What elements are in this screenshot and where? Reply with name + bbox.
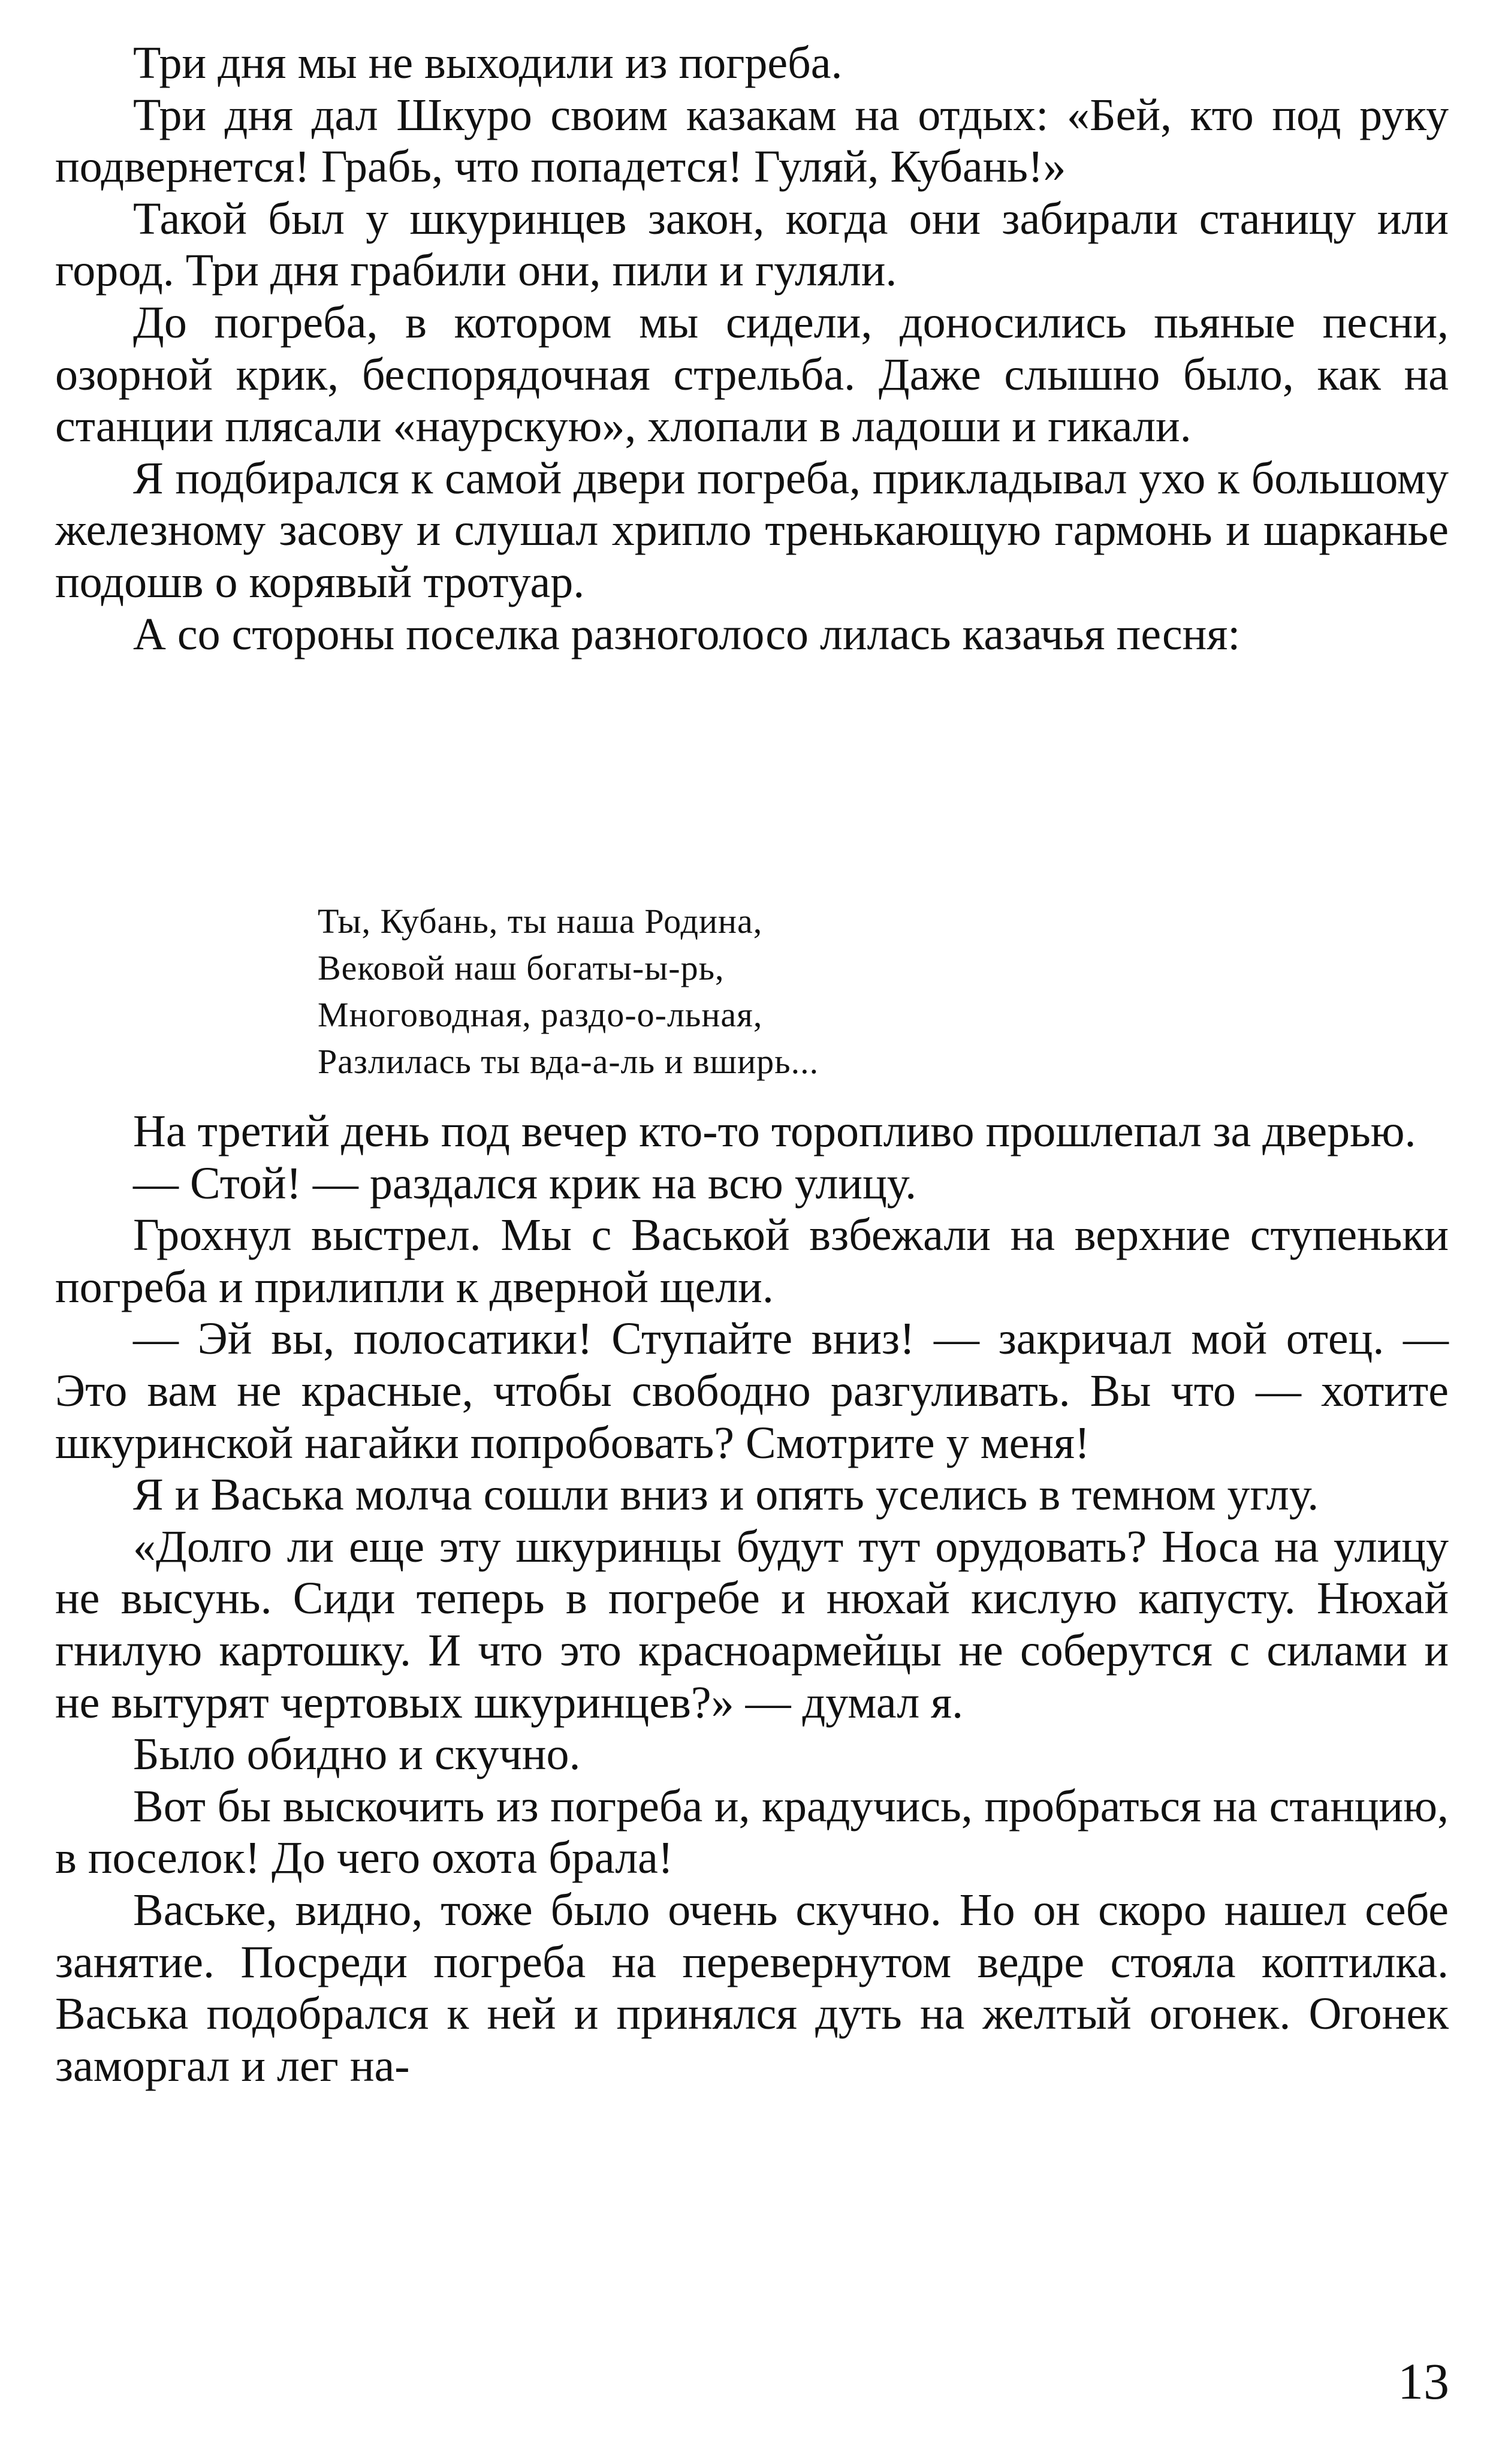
paragraph: — Эй вы, полосатики! Ступайте вниз! — закричал мой отец. — Это вам не красные, чтобы свободно разгуливать. Вы что — хотите шкуринской нагайки попробовать? Смотрите у меня! bbox=[55, 1314, 1449, 1468]
text-block-bottom bbox=[55, 1106, 1449, 2092]
paragraph: Ваське, видно, тоже было очень скучно. Но он скоро нашел себе занятие. Посреди погреба на перевернутом ведре стояла коптилка. Васька подобрался к ней и принялся дуть на желтый огонек. Огонек заморгал и лег на- bbox=[55, 1884, 1449, 2091]
verse-line: Ты, Кубань, ты наша Родина, bbox=[318, 902, 763, 941]
verse-line: Многоводная, раздо-о-льная, bbox=[318, 995, 763, 1034]
paragraph: — Стой! — раздался крик на всю улицу. bbox=[133, 1158, 917, 1209]
paragraph: «Долго ли еще эту шкуринцы будут тут орудовать? Носа на улицу не высунь. Сиди теперь в погребе и нюхай кислую капусту. Нюхай гнилую картошку. И что это красноармейцы не соберутся с силами и не вытурят чертовых шкуринцев?» — думал я. bbox=[55, 1521, 1449, 1728]
paragraph: Три дня дал Шкуро своим казакам на отдых: «Бей, кто под руку подвернется! Грабь, что попадется! Гуляй, Кубань!» bbox=[55, 89, 1449, 192]
paragraph: Три дня мы не выходили из погреба. bbox=[133, 38, 843, 88]
verse-line: Вековой наш богаты-ы-рь, bbox=[318, 948, 725, 987]
paragraph: Такой был у шкуринцев закон, когда они забирали станицу или город. Три дня грабили они, пили и гуляли. bbox=[55, 193, 1449, 296]
text-block-top bbox=[55, 37, 1449, 660]
paragraph: Грохнул выстрел. Мы с Васькой взбежали на верхние ступеньки погреба и прилипли к дверной щели. bbox=[55, 1210, 1449, 1312]
paragraph: А со стороны поселка разноголосо лилась казачья песня: bbox=[133, 609, 1241, 659]
paragraph: До погреба, в котором мы сидели, доносились пьяные песни, озорной крик, беспорядочная стрельба. Даже слышно было, как на станции плясали «наурскую», хлопали в ладоши и гикали. bbox=[55, 297, 1449, 452]
paragraph: На третий день под вечер кто-то торопливо прошлепал за дверью. bbox=[133, 1106, 1416, 1156]
paragraph: Вот бы выскочить из погреба и, крадучись, пробраться на станцию, в поселок! До чего охота брала! bbox=[55, 1781, 1449, 1884]
paragraph: Я подбирался к самой двери погреба, прикладывал ухо к большому железному засову и слушал хрипло тренькающую гармонь и шарканье подошв о корявый тротуар. bbox=[55, 453, 1449, 607]
verse-line: Разлилась ты вда-а-ль и вширь... bbox=[318, 1042, 819, 1081]
paragraph: Было обидно и скучно. bbox=[133, 1729, 581, 1780]
paragraph: Я и Васька молча сошли вниз и опять уселись в темном углу. bbox=[133, 1469, 1319, 1520]
song-verse bbox=[318, 898, 819, 1085]
page-number: 13 bbox=[1398, 2352, 1449, 2410]
